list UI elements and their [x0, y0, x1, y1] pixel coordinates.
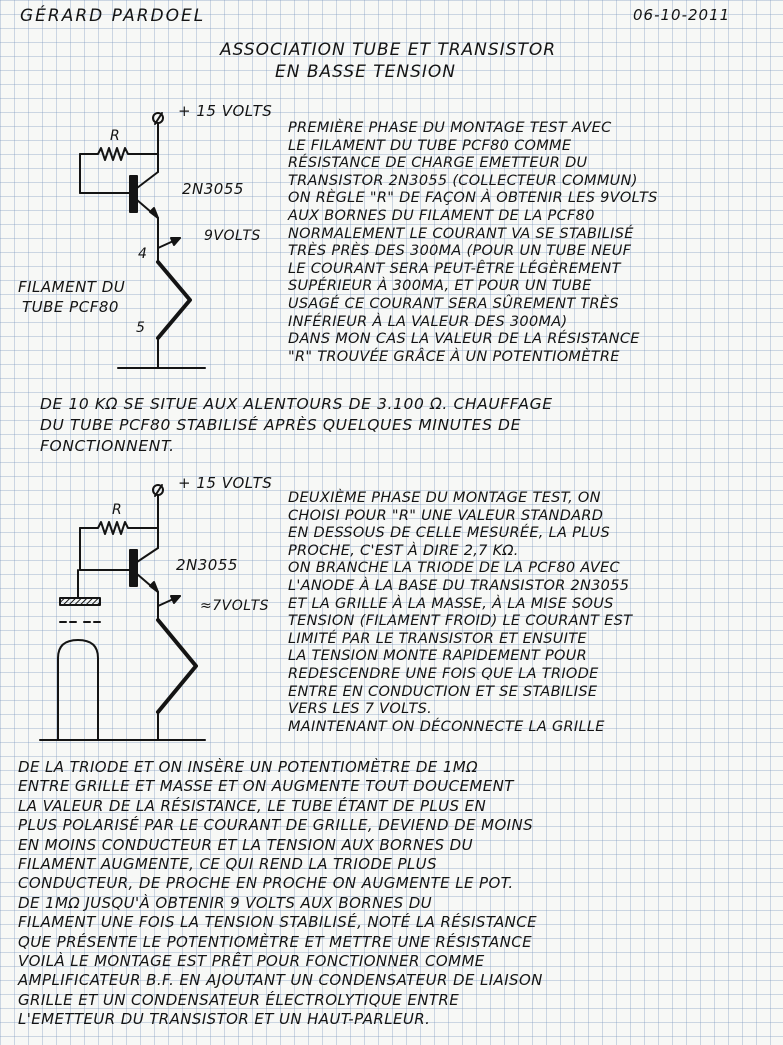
text-line: PREMIÈRE PHASE DU MONTAGE TEST AVEC: [288, 120, 612, 136]
transistor-base-2: [130, 550, 137, 586]
text-line: ON BRANCHE LA TRIODE DE LA PCF80 AVEC: [288, 560, 620, 577]
text-line: DE 1MΩ JUSQU'À OBTENIR 9 VOLTS AUX BORNES DU: [18, 893, 433, 912]
triode-envelope: [58, 640, 98, 740]
text-line: DE 10 KΩ SE SITUE AUX ALENTOURS DE 3.100 Ω. CHAUFFAGE: [40, 395, 553, 413]
paragraph-phase-1-continuation: [40, 394, 553, 457]
transistor-label-1: 2N3055: [182, 180, 244, 198]
text-line: NORMALEMENT LE COURANT VA SE STABILISÉ: [288, 225, 634, 242]
text-line: SUPÉRIEUR À 300MA, ET POUR UN TUBE: [288, 278, 592, 295]
text-line: LA TENSION MONTE RAPIDEMENT POUR: [288, 648, 587, 665]
text-line: EN DESSOUS DE CELLE MESURÉE, LA PLUS: [288, 525, 610, 542]
triode-anode: [60, 598, 100, 605]
text-line: TENSION (FILAMENT FROID) LE COURANT EST: [288, 613, 633, 630]
text-line: DANS MON CAS LA VALEUR DE LA RÉSISTANCE: [288, 331, 640, 348]
text-line: FONCTIONNENT.: [40, 437, 175, 455]
text-line: FILAMENT AUGMENTE, CE QUI REND LA TRIODE PLUS: [18, 855, 437, 874]
resistor-label-2: R: [112, 502, 123, 518]
text-line: ON RÈGLE "R" DE FAÇON À OBTENIR LES 9VOLTS: [288, 190, 658, 207]
text-line: ENTRE GRILLE ET MASSE ET ON AUGMENTE TOUT DOUCEMENT: [18, 777, 514, 796]
document-date: 06-10-2011: [633, 6, 731, 24]
text-line: TRÈS PRÈS DES 300MA (POUR UN TUBE NEUF: [288, 243, 632, 260]
supply-voltage-label-2: + 15 VOLTS: [178, 474, 273, 492]
text-line: AUX BORNES DU FILAMENT DE LA PCF80: [288, 207, 595, 224]
filament-label-line1: FILAMENT DU: [18, 278, 126, 296]
voltage-label-2: ≈7VOLTS: [200, 598, 270, 614]
text-line: PROCHE, C'EST À DIRE 2,7 KΩ.: [288, 542, 519, 559]
text-line: "R" TROUVÉE GRÂCE À UN POTENTIOMÈTRE: [288, 348, 620, 365]
text-line: REDESCENDRE UNE FOIS QUE LA TRIODE: [288, 665, 599, 682]
text-line: PLUS POLARISÉ PAR LE COURANT DE GRILLE, DEVIEND DE MOINS: [18, 816, 534, 835]
text-line: LIMITÉ PAR LE TRANSISTOR ET ENSUITE: [288, 630, 587, 647]
text-line: USAGÉ CE COURANT SERA SÛREMENT TRÈS: [288, 295, 619, 312]
text-line: VERS LES 7 VOLTS.: [288, 701, 433, 718]
voltage-label-1: 9VOLTS: [204, 228, 261, 244]
filament-label-line2: TUBE PCF80: [22, 298, 119, 316]
filament-1: [158, 262, 190, 338]
filament-2: [158, 620, 196, 712]
text-line: EN MOINS CONDUCTEUR ET LA TENSION AUX BORNES DU: [18, 835, 473, 854]
paragraph-phase-2: [288, 490, 632, 736]
paragraph-phase-2-continuation: [18, 758, 543, 1030]
filament-pin-4: 4: [138, 246, 148, 262]
text-line: TRANSISTOR 2N3055 (COLLECTEUR COMMUN): [288, 172, 638, 189]
text-line: CONDUCTEUR, DE PROCHE EN PROCHE ON AUGMENTE LE POT.: [18, 874, 514, 893]
text-line: INFÉRIEUR À LA VALEUR DES 300MA): [288, 313, 568, 330]
resistor-r-2: [80, 522, 158, 534]
resistor-label-1: R: [110, 128, 121, 144]
text-line: AMPLIFICATEUR B.F. EN AJOUTANT UN CONDENSATEUR DE LIAISON: [18, 971, 543, 990]
page-subtitle: EN BASSE TENSION: [275, 62, 457, 82]
text-line: RÉSISTANCE DE CHARGE EMETTEUR DU: [288, 155, 588, 172]
paragraph-phase-1: [288, 120, 658, 366]
text-line: CHOISI POUR "R" UNE VALEUR STANDARD: [288, 507, 604, 524]
filament-pin-5: 5: [136, 320, 146, 336]
text-line: MAINTENANT ON DÉCONNECTE LA GRILLE: [288, 718, 605, 735]
text-line: L'EMETTEUR DU TRANSISTOR ET UN HAUT-PARLEUR.: [18, 1010, 431, 1029]
transistor-base-1: [130, 176, 137, 212]
supply-voltage-label-1: + 15 VOLTS: [178, 102, 273, 120]
text-line: ET LA GRILLE À LA MASSE, À LA MISE SOUS: [288, 595, 614, 612]
text-line: ENTRE EN CONDUCTION ET SE STABILISE: [288, 683, 598, 700]
text-line: FILAMENT UNE FOIS LA TENSION STABILISÉ, NOTÉ LA RÉSISTANCE: [18, 913, 538, 932]
circuit-diagram-2: [40, 485, 205, 740]
text-line: VOILÀ LE MONTAGE EST PRÊT POUR FONCTIONNER COMME: [18, 952, 485, 971]
text-line: GRILLE ET UN CONDENSATEUR ÉLECTROLYTIQUE ENTRE: [18, 990, 460, 1009]
text-line: DEUXIÈME PHASE DU MONTAGE TEST, ON: [288, 490, 601, 506]
page-title: ASSOCIATION TUBE ET TRANSISTOR: [220, 40, 557, 60]
text-line: LA VALEUR DE LA RÉSISTANCE, LE TUBE ÉTANT DE PLUS EN: [18, 796, 487, 815]
transistor-label-2: 2N3055: [176, 556, 238, 574]
text-line: DU TUBE PCF80 STABILISÉ APRÈS QUELQUES MINUTES DE: [40, 416, 521, 434]
resistor-r-1: [80, 148, 158, 160]
text-line: DE LA TRIODE ET ON INSÈRE UN POTENTIOMÈTRE DE 1MΩ: [18, 758, 478, 776]
text-line: L'ANODE À LA BASE DU TRANSISTOR 2N3055: [288, 577, 630, 594]
author-name: GÉRARD PARDOEL: [20, 6, 206, 26]
text-line: LE COURANT SERA PEUT-ÊTRE LÉGÈREMENT: [288, 260, 621, 277]
text-line: QUE PRÉSENTE LE POTENTIOMÈTRE ET METTRE UNE RÉSISTANCE: [18, 932, 533, 951]
text-line: LE FILAMENT DU TUBE PCF80 COMME: [288, 137, 572, 154]
